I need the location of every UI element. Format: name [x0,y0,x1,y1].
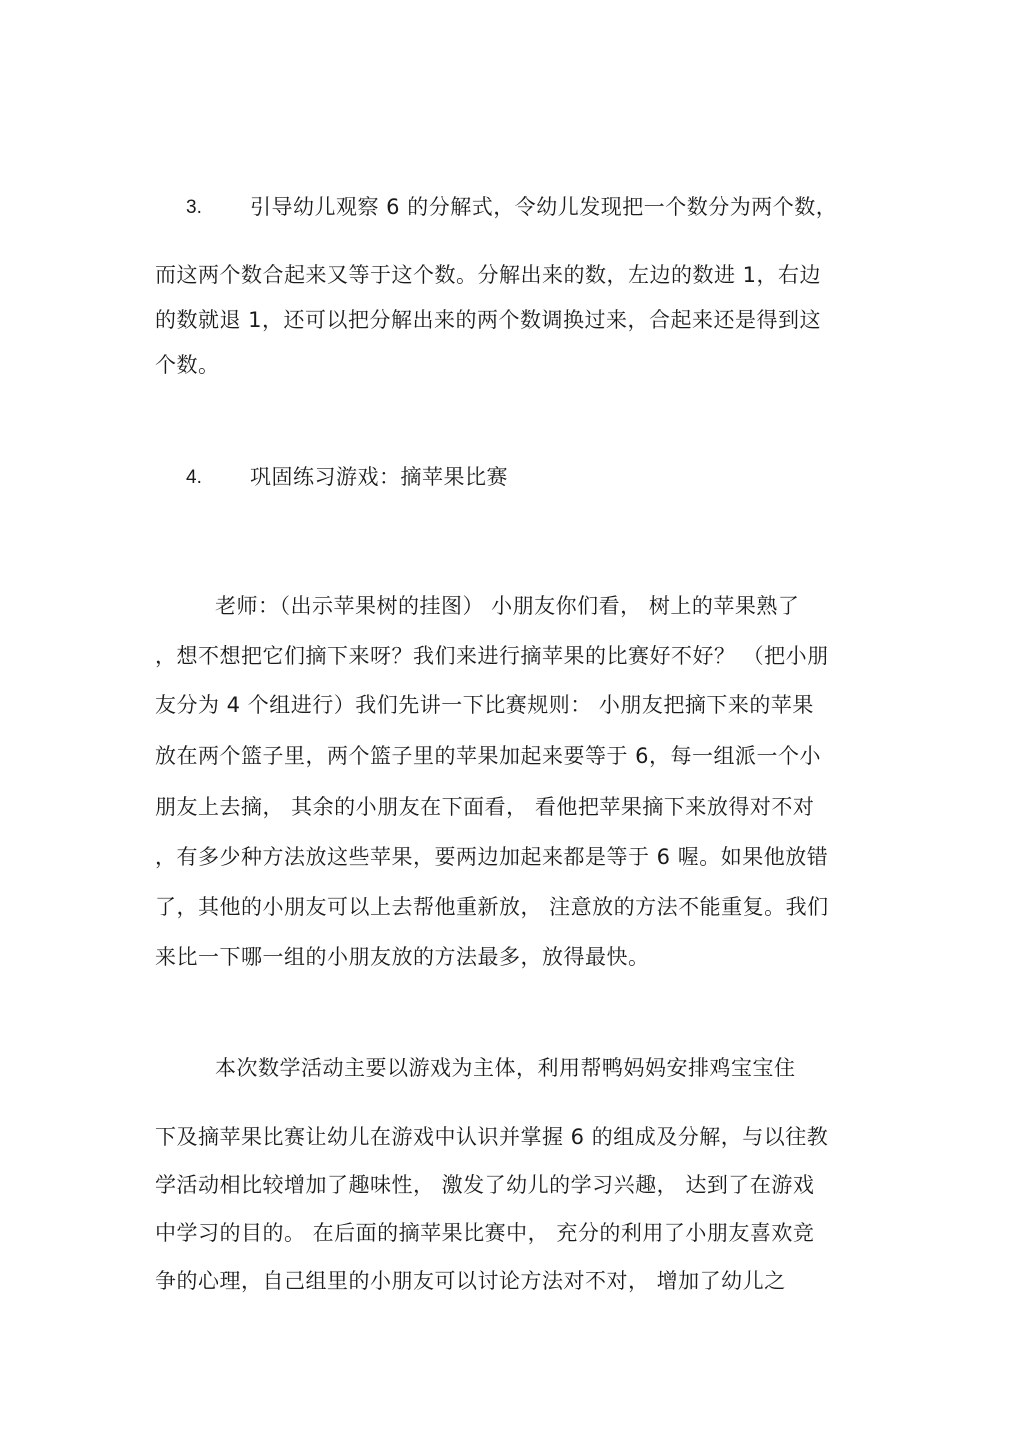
teacher-line-7: 了，其他的小朋友可以上去帮他重新放， 注意放的方法不能重复。我们 [155,895,829,919]
section-4-title: 巩固练习游戏：摘苹果比赛 [250,465,508,489]
teacher-line-6: ，有多少种方法放这些苹果，要两边加起来都是等于 6 喔。如果他放错 [155,845,829,869]
teacher-line-5: 朋友上去摘， 其余的小朋友在下面看， 看他把苹果摘下来放得对不对 [155,795,815,819]
section-3-line-3: 的数就退 1，还可以把分解出来的两个数调换过来，合起来还是得到这 [155,308,822,332]
section-4-number: 4. [186,467,202,488]
reflection-line-2: 下及摘苹果比赛让幼儿在游戏中认识并掌握 6 的组成及分解，与以往教 [155,1125,829,1149]
teacher-line-4: 放在两个篮子里，两个篮子里的苹果加起来要等于 6，每一组派一个小 [155,744,822,768]
section-3-line-2: 而这两个数合起来又等于这个数。分解出来的数，左边的数进 1，右边 [155,263,822,287]
teacher-line-2: ，想不想把它们摘下来呀？我们来进行摘苹果的比赛好不好？ （把小朋 [155,644,829,668]
teacher-line-1: 老师：（出示苹果树的挂图） 小朋友你们看， 树上的苹果熟了 [215,594,800,618]
reflection-line-1: 本次数学活动主要以游戏为主体，利用帮鸭妈妈安排鸡宝宝住 [215,1056,796,1080]
section-3-line-4: 个数。 [155,353,220,377]
reflection-line-4: 中学习的目的。 在后面的摘苹果比赛中， 充分的利用了小朋友喜欢竞 [155,1221,815,1245]
reflection-line-3: 学活动相比较增加了趣味性， 激发了幼儿的学习兴趣， 达到了在游戏 [155,1173,815,1197]
teacher-line-8: 来比一下哪一组的小朋友放的方法最多，放得最快。 [155,945,650,969]
reflection-line-5: 争的心理，自己组里的小朋友可以讨论方法对不对， 增加了幼儿之 [155,1269,786,1293]
teacher-line-3: 友分为 4 个组进行）我们先讲一下比赛规则： 小朋友把摘下来的苹果 [155,693,814,717]
section-3-line-1: 引导幼儿观察 6 的分解式，令幼儿发现把一个数分为两个数， [250,195,838,219]
section-3-number: 3. [186,197,202,218]
